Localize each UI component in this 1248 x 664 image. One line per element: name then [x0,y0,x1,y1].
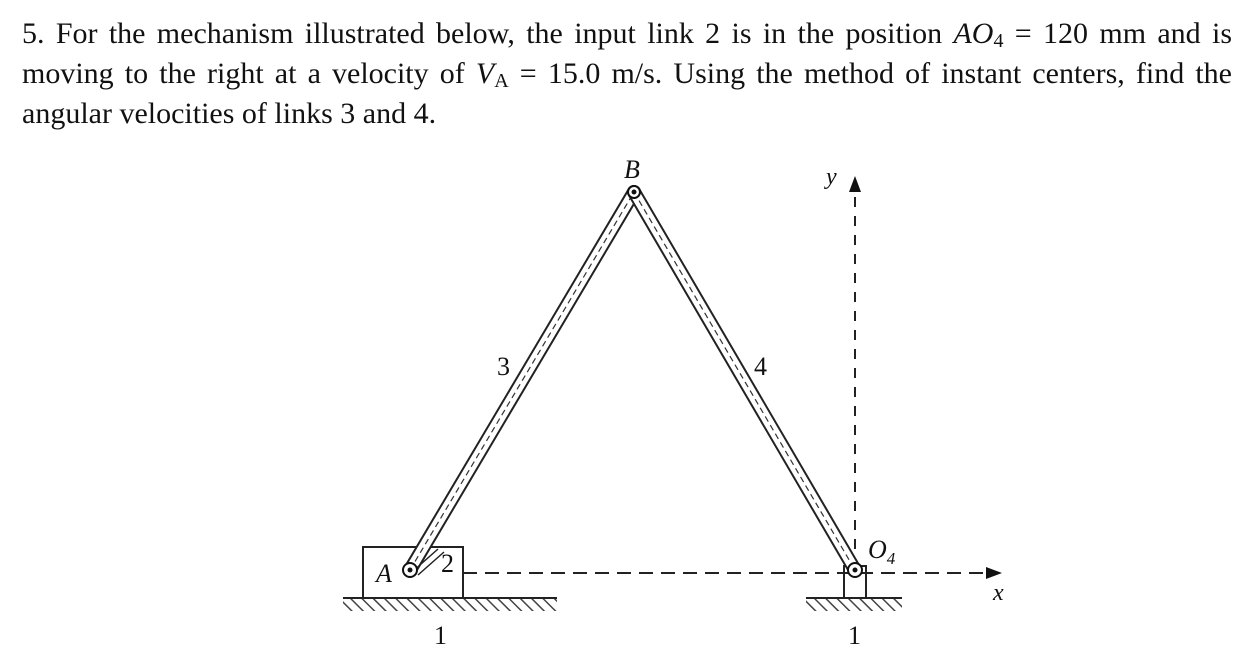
position-value: = 120 mm and is moving to the right at a velocity of [22,17,1232,90]
velocity-variable-subscript: A [494,70,509,92]
velocity-value-and-question: = 15.0 m/s. Using the method of instant centers, find the angular velocities of links 3 and 4. [22,57,1232,130]
label-O4-sub: 4 [886,549,896,568]
pin-B [628,186,640,198]
label-A: A [376,559,392,588]
label-link-4: 4 [754,352,767,381]
x-axis-arrow [986,567,1002,579]
label-B: B [624,155,640,184]
label-link-2: 2 [441,549,454,578]
label-y-axis: y [826,164,837,190]
ground-hatch-right [806,598,902,611]
ground-hatch-left [343,598,557,611]
problem-text-intro: For the mechanism illustrated below, the input link 2 is in the position [55,17,943,50]
y-axis-arrow [849,176,861,192]
label-x-axis: x [993,580,1004,606]
label-O4 [868,535,896,568]
position-variable: AO [953,17,994,50]
pin-A [403,563,417,577]
position-variable-subscript: 4 [993,30,1004,52]
label-O4-main: O [868,535,887,564]
link-3 [410,192,634,570]
label-ground-left: 1 [434,621,447,650]
label-link-3: 3 [497,352,510,381]
problem-number: 5. [22,17,45,50]
link-4 [634,192,855,570]
label-ground-right: 1 [848,621,861,650]
velocity-variable: V [475,57,495,90]
pin-O4 [848,563,862,577]
